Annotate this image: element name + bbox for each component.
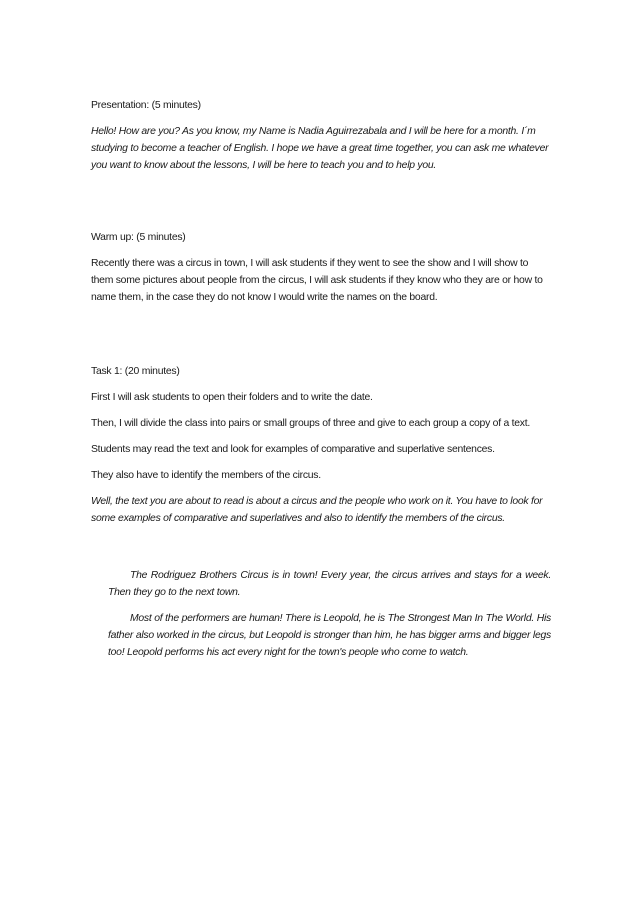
task1-paragraph: Students may read the text and look for examples of comparative and superlative sentences. [91,444,495,455]
task1-paragraph: First I will ask students to open their folders and to write the date. [91,392,373,403]
warmup-heading: Warm up: (5 minutes) [91,232,186,243]
spacer [91,536,551,567]
task1-heading: Task 1: (20 minutes) [91,366,180,377]
spacer [91,315,551,363]
presentation-text: Hello! How are you? As you know, my Name is Nadia Aguirrezabala and I will be here for a month. I´m studying to become a teacher of English. I hope we have a great time together, you can ask me whatever you want to know about the lessons, I will be here to teach you and to help you. [91,126,549,171]
task1-paragraph: They also have to identify the members of the circus. [91,470,321,481]
task1-instruction: Well, the text you are about to read is about a circus and the people who work on it. You have to look for some examples of comparative and superlatives and also to identify the members of the circus. [91,496,543,524]
story-paragraph: The Rodriguez Brothers Circus is in town! Every year, the circus arrives and stays for a week. Then they go to the next town. [108,570,551,598]
warmup-text: Recently there was a circus in town, I will ask students if they went to see the show and I will show to them some pictures about people from the circus, I will ask students if they know who they are or how to name them, in the case they do not know I would write the names on the board. [91,258,543,303]
spacer [91,183,551,229]
story-paragraph: Most of the performers are human! There is Leopold, he is The Strongest Man In The World. His father also worked in the circus, but Leopold is stronger than him, he has bigger arms and bigger legs too! Leopold performs his act every night for the town's people who come to watch. [108,613,551,658]
task1-paragraph: Then, I will divide the class into pairs or small groups of three and give to each group a copy of a text. [91,418,531,429]
presentation-heading: Presentation: (5 minutes) [91,100,201,111]
document-page [91,97,551,670]
